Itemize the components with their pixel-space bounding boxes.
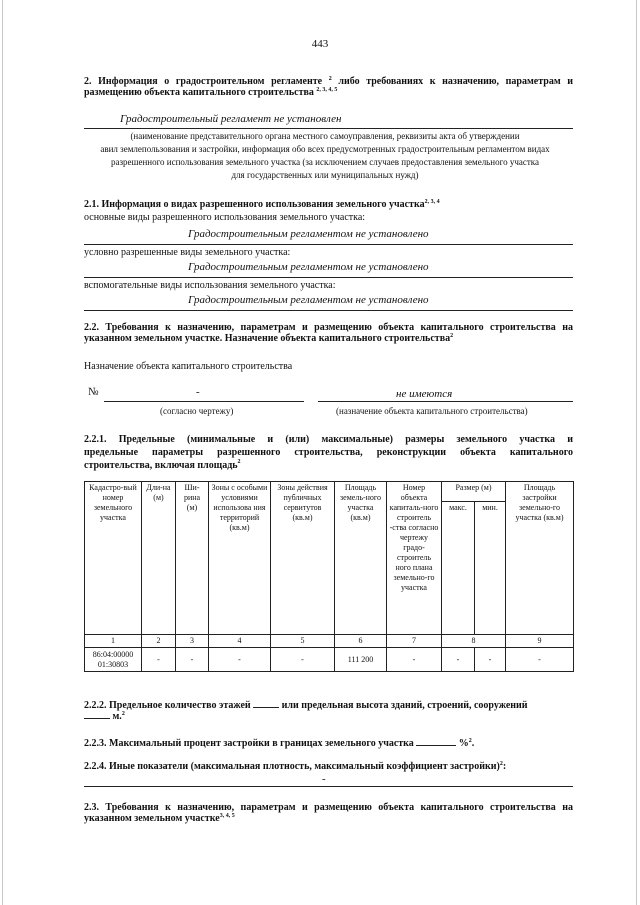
section-2-2-title: 2.2. Требования к назначению, параметрам и размещению объекта капитального строительства на указанном земельном участке. Назначение объекта капитального строительства$^2$ xyxy=(84,322,573,344)
underline xyxy=(84,244,573,245)
header-plot-area: Площадь земель-ного участка (кв.м) xyxy=(335,482,387,635)
length-cell: - xyxy=(142,648,176,672)
plot-area-cell: 111 200 xyxy=(335,648,387,672)
underline xyxy=(104,401,304,402)
servitude-zones-cell: - xyxy=(271,648,335,672)
section-2-3-title: 2.3. Требования к назначению, параметрам и размещению объекта капитального строительства на указанном земельном участке$^{3, 4, 5}$ xyxy=(84,802,573,824)
size-max-cell: - xyxy=(442,648,475,672)
underline xyxy=(318,401,573,402)
column-number: 4 xyxy=(209,635,271,648)
cadastral-number-cell: 86:04:00000 01:30803 xyxy=(85,648,142,672)
header-length: Дли-на (м) xyxy=(142,482,176,635)
section-2-1-title: 2.1. Информация о видах разрешенного использования земельного участка$^{2, 3, 4}$ xyxy=(84,199,440,210)
column-number: 9 xyxy=(506,635,574,648)
header-width: Ши-рина (м) xyxy=(176,482,209,635)
section-2-2-3: 2.2.3. Максимальный процент застройки в границах земельного участка %$^2$. xyxy=(84,738,475,749)
conditional-uses-value: Градостроительным регламентом не установлено xyxy=(188,261,429,273)
header-size-min: мин. xyxy=(475,502,506,635)
main-uses-value: Градостроительным регламентом не установлено xyxy=(188,228,429,240)
scan-edge-left xyxy=(2,0,3,905)
column-number: 7 xyxy=(387,635,442,648)
section-2-2-4: 2.2.4. Иные показатели (максимальная плотность, максимальный коэффициент застройки)$^2$: xyxy=(84,761,507,772)
built-area-cell: - xyxy=(506,648,574,672)
object-purpose-value: не имеются xyxy=(396,388,453,400)
underline xyxy=(84,310,573,311)
parameters-table xyxy=(84,481,574,672)
number-caption: (согласно чертежу) xyxy=(160,406,234,416)
scan-edge-right xyxy=(636,0,637,905)
table-number-row xyxy=(85,635,574,648)
page-number: 443 xyxy=(311,38,329,50)
table-row xyxy=(85,648,574,672)
column-number: 3 xyxy=(176,635,209,648)
size-min-cell: - xyxy=(475,648,506,672)
header-object-number: Номер объекта капиталь-ного строитель -ства согласно чертежу градо-строитель ного плана земельно-го участка xyxy=(387,482,442,635)
floors-blank xyxy=(253,707,279,708)
percent-blank xyxy=(416,745,456,746)
column-number: 8 xyxy=(442,635,506,648)
section-2-title: 2. Информация о градостроительном регламенте $^2$ либо требованиях к назначению, параметрам и размещению объекта капитального строительства $^{2, 3, 4, 5}$ xyxy=(84,76,574,98)
section-2-caption: (наименование представительного органа местного самоуправления, реквизиты акта об утверждении авил землепользования и застройки, информация обо всех предусмотренных градостроительным регламентом видах разрешенного использования земельного участка (за исключением случаев предоставления земельного участка для государственных или муниципальных нужд) xyxy=(100,131,550,180)
height-blank xyxy=(84,718,110,719)
section-2-2-2: 2.2.2. Предельное количество этажей или предельная высота зданий, строений, сооружений м.$^2$ xyxy=(84,700,528,722)
auxiliary-uses-value: Градостроительным регламентом не установлено xyxy=(188,294,429,306)
other-indicators-value: - xyxy=(322,773,326,785)
object-number-cell: - xyxy=(387,648,442,672)
underline xyxy=(84,277,573,278)
table-header-row xyxy=(85,482,574,502)
conditional-uses-label: условно разрешенные виды земельного участка: xyxy=(84,247,291,258)
header-built-area: Площадь застройки земельно-го участка (кв.м) xyxy=(506,482,574,635)
header-servitude-zones: Зоны действия публичных сервитутов (кв.м) xyxy=(271,482,335,635)
purpose-caption: (назначение объекта капитального строительства) xyxy=(336,406,528,416)
width-cell: - xyxy=(176,648,209,672)
number-sign: № xyxy=(88,386,99,398)
underline xyxy=(84,786,573,787)
object-number-value: - xyxy=(196,386,200,398)
auxiliary-uses-label: вспомогательные виды использования земельного участка: xyxy=(84,280,336,291)
column-number: 5 xyxy=(271,635,335,648)
section-2-2-1-title: 2.2.1. Предельные (минимальные и (или) максимальные) размеры земельного участка и предельные параметры разрешенного строительства, реконструкции объекта капитального строительства, включая площадь$^2$ xyxy=(84,434,573,471)
special-zones-cell: - xyxy=(209,648,271,672)
column-number: 6 xyxy=(335,635,387,648)
underline xyxy=(84,128,573,129)
section-2-value: Градостроительный регламент не установлен xyxy=(120,113,342,125)
header-size-max: макс. xyxy=(442,502,475,635)
purpose-label: Назначение объекта капитального строительства xyxy=(84,361,293,372)
header-cadastral-number: Кадастро-вый номер земельного участка xyxy=(85,482,142,635)
column-number: 1 xyxy=(85,635,142,648)
main-uses-label: основные виды разрешенного использования земельного участка: xyxy=(84,212,366,223)
header-size: Размер (м) xyxy=(442,482,506,502)
column-number: 2 xyxy=(142,635,176,648)
header-special-zones: Зоны с особыми условиями использова ния территорий (кв.м) xyxy=(209,482,271,635)
